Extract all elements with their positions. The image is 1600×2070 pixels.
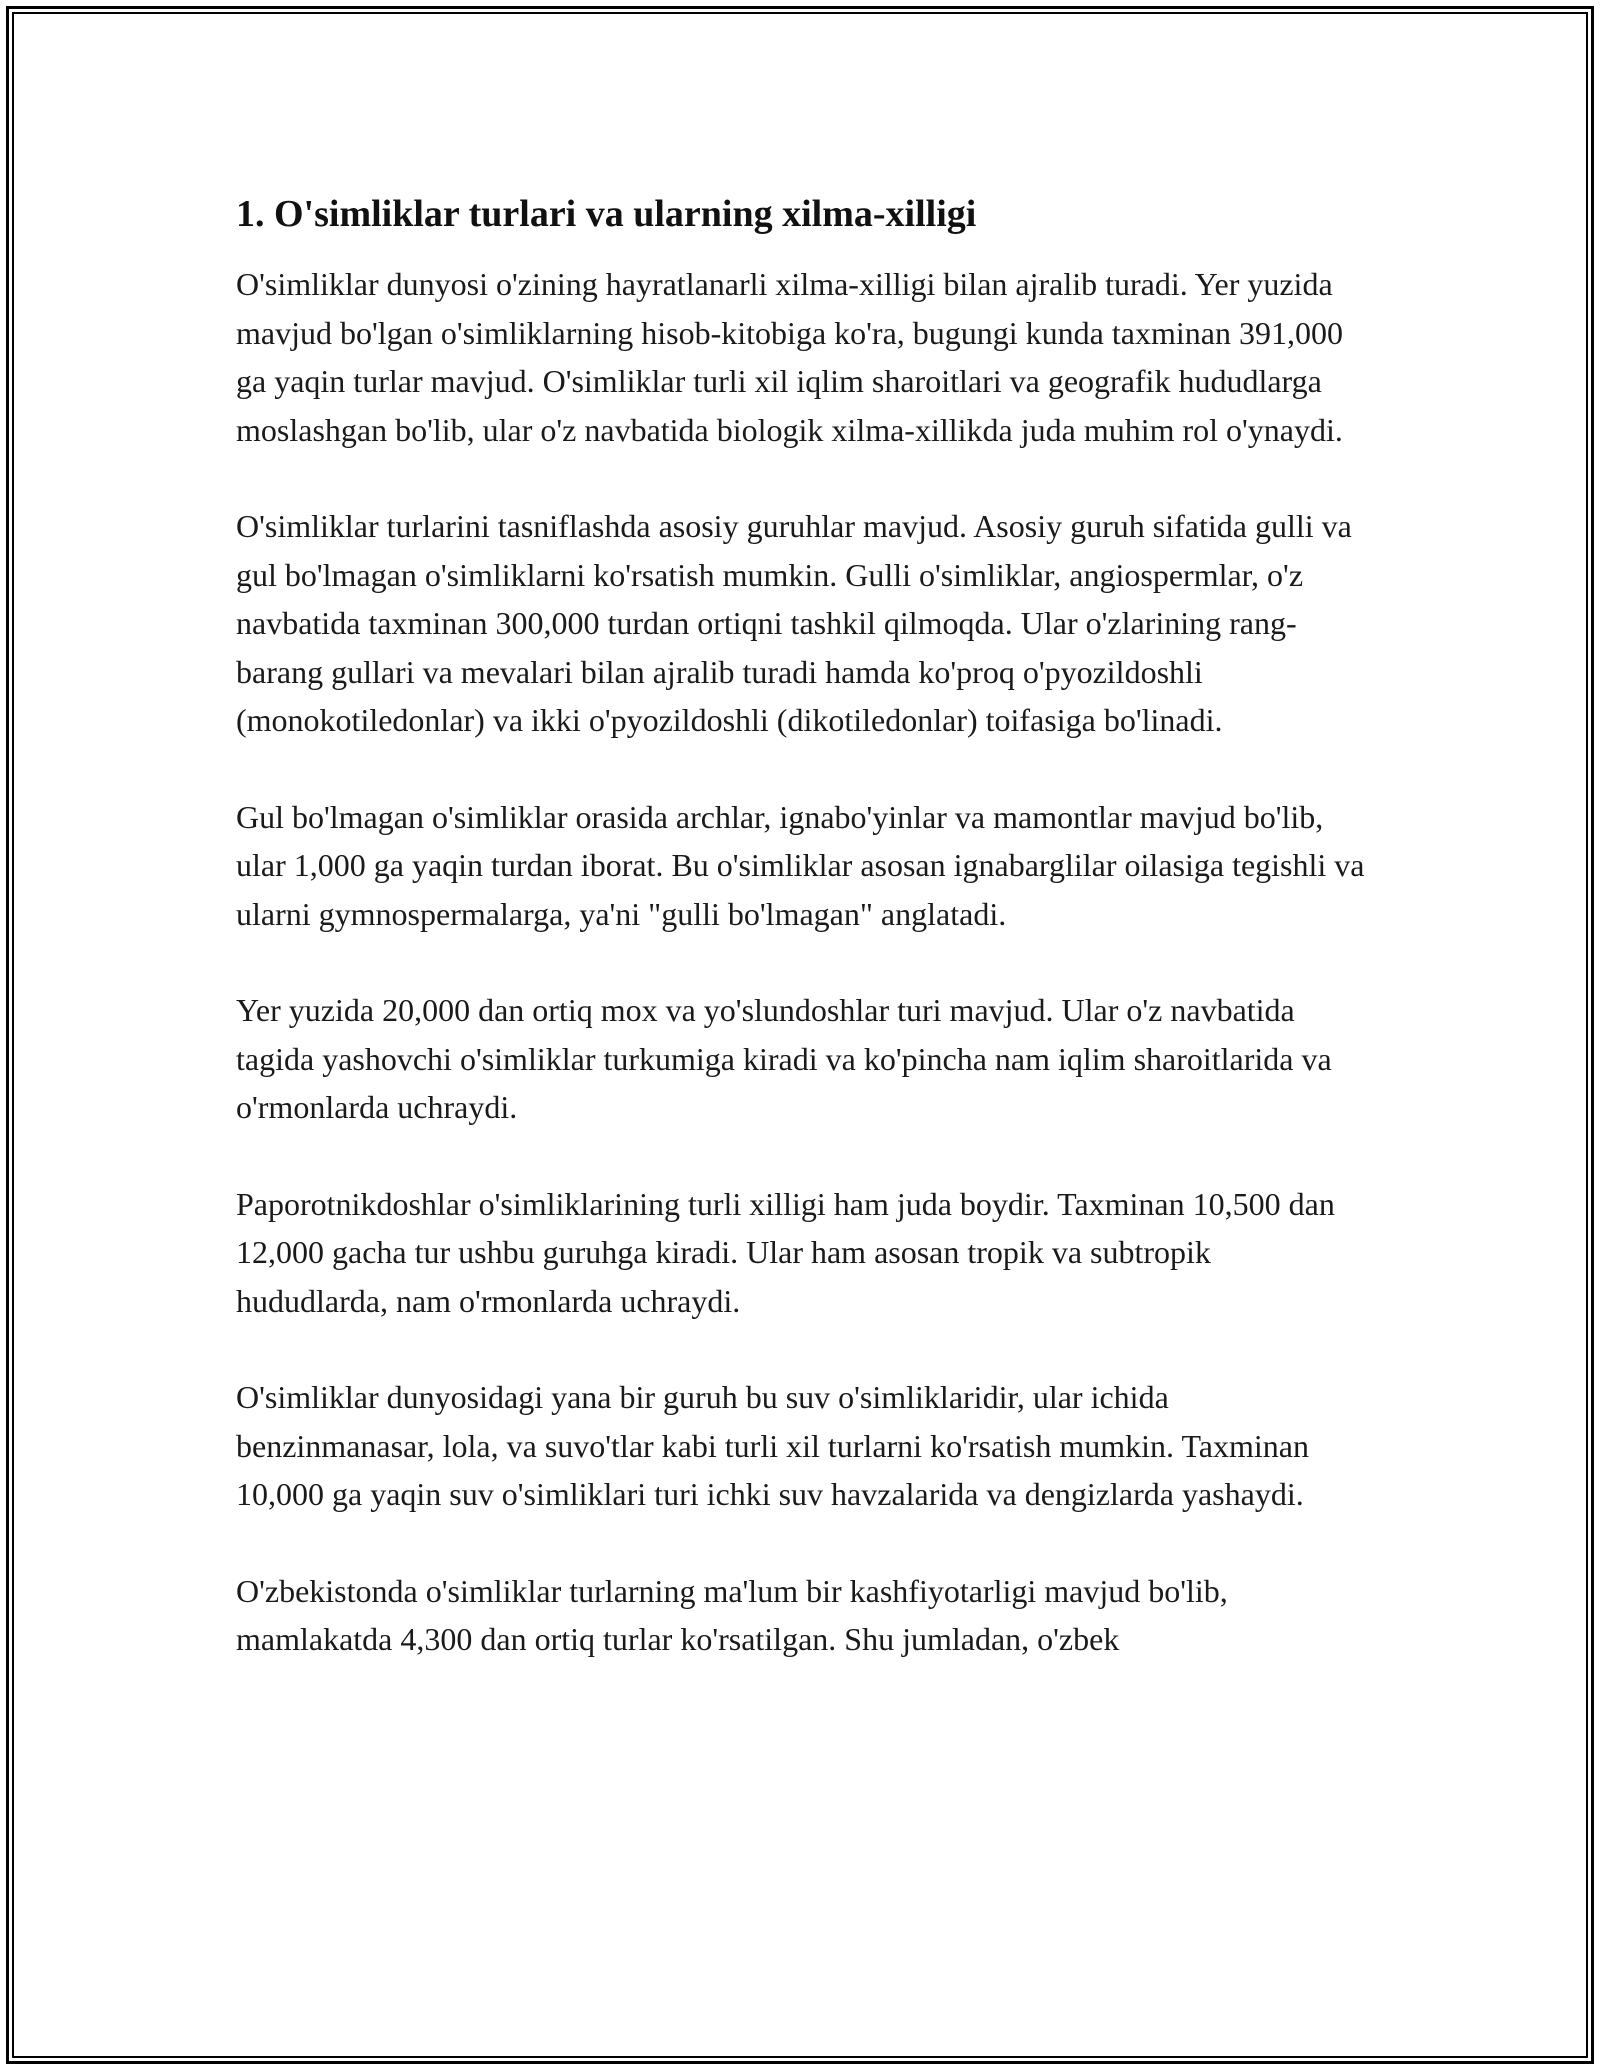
paragraph-plant-classification: O'simliklar turlarini tasniflashda asosiy guruhlar mavjud. Asosiy guruh sifatida gulli va gul bo'lmagan o'simliklarni ko'rsatish mumkin. Gulli o'simliklar, angiospermlar, o'z navbatida taxminan 300,000 turdan ortiqni tashkil qilmoqda. Ular o'zlarining rang-barang gullari va mevalari bilan ajralib turadi hamda ko'proq o'pyozildoshli (monokotiledonlar) va ikki o'pyozildoshli (dikotiledonlar) toifasiga bo'linadi. <box>236 508 1352 738</box>
paragraph-non-flowering-plants: Gul bo'lmagan o'simliklar orasida archlar, ignabo'yinlar va mamontlar mavjud bo'lib, ular 1,000 ga yaqin turdan iborat. Bu o'simliklar asosan ignabarglilar oilasiga tegishli va ularni gymnospermalarga, ya'ni "gulli bo'lmagan" anglatadi. <box>236 798 1365 932</box>
paragraph-mosses: Yer yuzida 20,000 dan ortiq mox va yo'slundoshlar turi mavjud. Ular o'z navbatida tagida yashovchi o'simliklar turkumiga kiradi va ko'pincha nam iqlim sharoitlarida va o'rmonlarda uchraydi. <box>236 992 1332 1125</box>
paragraph-ferns: Paporotnikdoshlar o'simliklarining turli xilligi ham juda boydir. Taxminan 10,500 dan 12,000 gacha tur ushbu guruhga kiradi. Ular ham asosan tropik va subtropik hududlarda, nam o'rmonlarda uchraydi. <box>236 1185 1335 1319</box>
paragraph-aquatic-plants: O'simliklar dunyosidagi yana bir guruh bu suv o'simliklaridir, ular ichida benzinmanasar, lola, va suvo'tlar kabi turli xil turlarni ko'rsatish mumkin. Taxminan 10,000 ga yaqin suv o'simliklari turi ichki suv havzalarida va dengizlarda yashaydi. <box>236 1379 1309 1512</box>
section-heading: 1. O'simliklar turlari va ularning xilma-xilligi <box>236 193 977 235</box>
paragraph-plant-diversity: O'simliklar dunyosi o'zining hayratlanarli xilma-xilligi bilan ajralib turadi. Yer yuzida mavjud bo'lgan o'simliklarning hisob-kitobiga ko'ra, bugungi kunda taxminan 391,000 ga yaqin turlar mavjud. O'simliklar turli xil iqlim sharoitlari va geografik hududlarga moslashgan bo'lib, ular o'z navbatida biologik xilma-xillikda juda muhim rol o'ynaydi. <box>236 266 1343 448</box>
document-body <box>236 188 1366 1712</box>
paragraph-uzbekistan-plants: O'zbekistonda o'simliklar turlarning ma'lum bir kashfiyotarligi mavjud bo'lib, mamlakatda 4,300 dan ortiq turlar ko'rsatilgan. Shu jumladan, o'zbek <box>236 1572 1228 1657</box>
